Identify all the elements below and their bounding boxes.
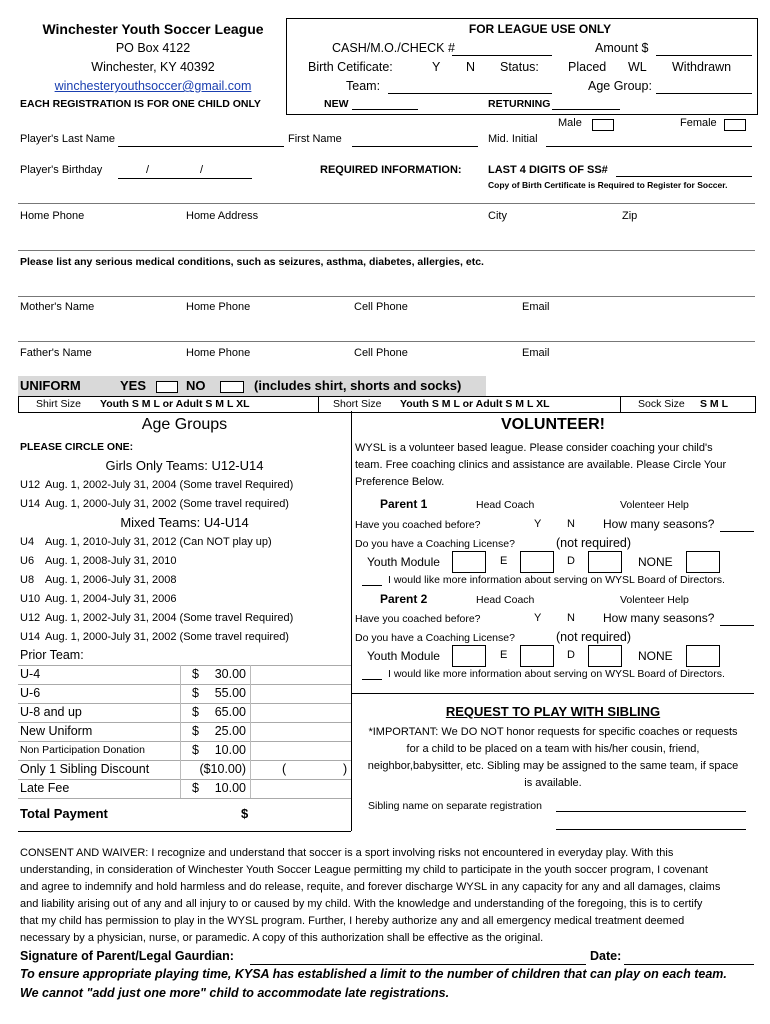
girls-u14-range: Aug. 1, 2000-July 31, 2002 (Some travel required) — [45, 498, 289, 510]
parent2-d-checkbox[interactable] — [588, 645, 622, 667]
parent2-license-label: Do you have a Coaching License? — [355, 632, 515, 644]
sibling-line-3: neighbor,babysitter, etc. Sibling may be assigned to the same team, if space — [367, 760, 739, 772]
uniform-includes: (includes shirt, shorts and socks) — [254, 378, 462, 393]
fee-line-5 — [18, 760, 351, 761]
mixed-u6-range: Aug. 1, 2008-July 31, 2010 — [45, 555, 177, 567]
birth-cert-y[interactable]: Y — [432, 60, 441, 74]
total-payment-cur: $ — [241, 806, 249, 821]
sibling-line-2: for a child to be placed on a team with his/her cousin, friend, — [406, 743, 700, 755]
fee-amount-u8: 65.00 — [214, 705, 246, 719]
birthday-slash-2: / — [200, 164, 204, 176]
signature-field[interactable] — [250, 964, 586, 965]
home-address-label: Home Address — [186, 210, 259, 222]
volunteer-intro-3: Preference Below. — [355, 476, 445, 488]
parent1-coached-n[interactable]: N — [567, 518, 575, 530]
parent2-none-label: NONE — [638, 649, 673, 663]
mixed-u14-age[interactable]: U14 — [20, 631, 41, 643]
last-name-field[interactable] — [118, 146, 284, 147]
parent2-label: Parent 2 — [380, 592, 428, 606]
each-registration-note: EACH REGISTRATION IS FOR ONE CHILD ONLY — [20, 98, 261, 110]
cash-field[interactable] — [452, 55, 552, 56]
volunteer-intro-1: WYSL is a volunteer based league. Please consider coaching your child's — [355, 442, 713, 454]
mother-home-phone-label: Home Phone — [186, 301, 251, 313]
notice-line-1: To ensure appropriate playing time, KYSA has established a limit to the number of children that can play on each team. — [20, 967, 727, 981]
sibling-paren-open: ( — [282, 762, 287, 776]
status-label: Status: — [500, 60, 539, 74]
status-wl[interactable]: WL — [628, 60, 647, 74]
father-email-label: Email — [522, 347, 550, 359]
consent-line-2: understanding, in consideration of Winchester Youth Soccer League permitting my child to participate in the youth soccer program, I covenant — [20, 864, 708, 876]
parent2-e-label: E — [500, 649, 508, 661]
girls-teams-title: Girls Only Teams: U12-U14 — [105, 458, 264, 473]
org-title: Winchester Youth Soccer League — [42, 21, 264, 37]
sibling-name-field-2[interactable] — [556, 829, 746, 830]
new-label: NEW — [324, 98, 349, 110]
mixed-u4-age[interactable]: U4 — [20, 536, 35, 548]
date-field[interactable] — [624, 964, 754, 965]
father-home-phone-label: Home Phone — [186, 347, 251, 359]
parent2-coached-label: Have you coached before? — [355, 613, 481, 625]
mixed-u12-range: Aug. 1, 2002-July 31, 2004 (Some travel Required) — [45, 612, 294, 624]
fee-line-2 — [18, 703, 351, 704]
signature-label: Signature of Parent/Legal Gaurdian: — [20, 949, 234, 963]
parent2-seasons-label: How many seasons? — [603, 611, 715, 625]
female-label: Female — [680, 117, 717, 129]
last-name-label: Player's Last Name — [20, 133, 116, 145]
uniform-yes-label: YES — [120, 378, 147, 393]
parent1-e-label: E — [500, 555, 508, 567]
age-groups-title: Age Groups — [141, 416, 228, 433]
mixed-u10-range: Aug. 1, 2004-July 31, 2006 — [45, 593, 177, 605]
fee-label-u6: U-6 — [20, 686, 41, 700]
parent2-coached-n[interactable]: N — [567, 612, 575, 624]
city-state: Winchester, KY 40392 — [91, 60, 215, 74]
consent-line-3: and agree to indemnify and hold harmless and do release, requite, and forever discharge WYSL in any capacity for any and all damages, claims — [20, 881, 721, 893]
fee-line-6 — [18, 779, 351, 780]
first-name-label: First Name — [288, 133, 342, 145]
parent1-e-checkbox[interactable] — [520, 551, 554, 573]
parent1-d-label: D — [567, 555, 575, 567]
parent2-seasons-field[interactable] — [720, 625, 754, 626]
parent2-volunteer-help[interactable]: Volenteer Help — [620, 594, 689, 606]
uniform-title: UNIFORM — [20, 378, 81, 393]
fee-label-donation: Non Participation Donation — [20, 744, 145, 756]
mixed-u6-age[interactable]: U6 — [20, 555, 35, 567]
female-checkbox[interactable] — [724, 119, 746, 131]
parent1-none-label: NONE — [638, 555, 673, 569]
team-label: Team: — [346, 79, 381, 93]
father-name-label: Father's Name — [20, 347, 92, 359]
circle-one-label: PLEASE CIRCLE ONE: — [20, 441, 134, 453]
parent1-seasons-field[interactable] — [720, 531, 754, 532]
sibling-top-line — [352, 693, 754, 694]
fee-label-u8: U-8 and up — [20, 705, 82, 719]
status-placed[interactable]: Placed — [568, 60, 607, 74]
parent1-coached-y[interactable]: Y — [534, 518, 542, 530]
mixed-u8-age[interactable]: U8 — [20, 574, 35, 586]
mid-initial-field[interactable] — [546, 146, 752, 147]
consent-line-4: and liability arising out of any and all injury to or caused by my child. With the knowledge and understanding of the foregoing, this is to certify — [20, 898, 703, 910]
fee-label-late: Late Fee — [20, 781, 70, 795]
mother-name-label: Mother's Name — [20, 301, 95, 313]
fee-amount-u4: 30.00 — [214, 667, 246, 681]
parent2-coached-y[interactable]: Y — [534, 612, 542, 624]
fee-col-div-1 — [180, 665, 181, 798]
consent-line-6: necessary by a physician, nurse, or paramedic. A copy of this authorization shall be effective as the original. — [20, 932, 544, 944]
mixed-u12-age[interactable]: U12 — [20, 612, 41, 624]
fee-label-sibling: Only 1 Sibling Discount — [20, 762, 150, 776]
sock-size-label: Sock Size — [638, 398, 685, 410]
required-info-label: REQUIRED INFORMATION: — [320, 164, 462, 176]
fee-cur-late: $ — [192, 781, 199, 795]
fee-line-3 — [18, 722, 351, 723]
fee-col-div-2 — [250, 665, 251, 798]
parent1-board-field[interactable] — [362, 585, 382, 586]
new-field[interactable] — [352, 109, 418, 110]
parent2-board-label: I would like more information about serving on WYSL Board of Directors. — [388, 668, 725, 680]
fee-cur-uniform: $ — [192, 724, 199, 738]
email-link[interactable] — [20, 79, 286, 93]
parent1-none-checkbox[interactable] — [686, 551, 720, 573]
divider-1 — [18, 203, 755, 204]
parent2-ym-checkbox[interactable] — [452, 645, 486, 667]
fee-cur-donation: $ — [192, 743, 199, 757]
home-phone-label: Home Phone — [20, 210, 85, 222]
zip-label: Zip — [622, 210, 638, 222]
date-label: Date: — [590, 949, 622, 963]
male-checkbox[interactable] — [592, 119, 614, 131]
consent-line-1: CONSENT AND WAIVER: I recognize and understand that soccer is a sport involving risks not encountered in everyday play. With this — [20, 847, 674, 859]
birthday-slash-1: / — [146, 164, 150, 176]
returning-field[interactable] — [552, 109, 620, 110]
size-div-1 — [318, 396, 319, 412]
sock-size-options[interactable]: S M L — [700, 398, 728, 410]
parent2-d-label: D — [567, 649, 575, 661]
mother-cell-label: Cell Phone — [354, 301, 408, 313]
total-payment-label: Total Payment — [20, 806, 108, 821]
size-div-2 — [620, 396, 621, 412]
returning-label: RETURNING — [488, 98, 551, 110]
birth-cert-label: Birth Cetificate: — [308, 60, 393, 74]
league-use-title: FOR LEAGUE USE ONLY — [468, 22, 612, 36]
sibling-paren-close: ) — [343, 762, 348, 776]
fee-line-7 — [18, 798, 351, 799]
parent1-volunteer-help[interactable]: Volenteer Help — [620, 499, 689, 511]
parent1-seasons-label: How many seasons? — [603, 517, 715, 531]
girls-u12-range: Aug. 1, 2002-July 31, 2004 (Some travel Required) — [45, 479, 294, 491]
status-withdrawn[interactable]: Withdrawn — [672, 60, 732, 74]
notice-line-2: We cannot "add just one more" child to accommodate late registrations. — [20, 986, 450, 1000]
parent2-board-field[interactable] — [362, 679, 382, 680]
consent-line-5: that my child has permission to play in the WYSL program. Further, I hereby authorize any and all emergency medical treatment deemed — [20, 915, 685, 927]
fee-amount-late: 10.00 — [214, 781, 246, 795]
parent1-ym-checkbox[interactable] — [452, 551, 486, 573]
fee-line-4 — [18, 741, 351, 742]
amount-field[interactable] — [656, 55, 752, 56]
birthday-field[interactable] — [118, 178, 252, 179]
fee-cur-u4: $ — [192, 667, 199, 681]
short-size-label: Short Size — [333, 398, 382, 410]
parent1-coached-label: Have you coached before? — [355, 519, 481, 531]
shirt-size-label: Shirt Size — [36, 398, 81, 410]
parent1-d-checkbox[interactable] — [588, 551, 622, 573]
shirt-size-options[interactable]: Youth S M L or Adult S M L XL — [100, 398, 250, 410]
age-group-label: Age Group: — [588, 79, 652, 93]
cash-label: CASH/M.O./CHECK # — [332, 41, 455, 55]
fee-amount-uniform: 25.00 — [214, 724, 246, 738]
fee-cur-u8: $ — [192, 705, 199, 719]
ssn-label: LAST 4 DIGITS OF SS# — [488, 164, 608, 176]
parent1-youth-module: Youth Module — [367, 555, 440, 569]
fee-amount-donation: 10.00 — [214, 743, 246, 757]
sibling-name-label: Sibling name on separate registration — [368, 800, 542, 812]
parent2-head-coach[interactable]: Head Coach — [476, 594, 535, 606]
medical-label: Please list any serious medical conditions, such as seizures, asthma, diabetes, allergies, etc. — [20, 256, 484, 268]
divider-4 — [18, 341, 755, 342]
uniform-yes-checkbox[interactable] — [156, 381, 178, 393]
male-label: Male — [558, 117, 582, 129]
fee-line-1 — [18, 684, 351, 685]
city-label: City — [488, 210, 507, 222]
volunteer-title: VOLUNTEER! — [501, 416, 605, 433]
mixed-u4-range: Aug. 1, 2010-July 31, 2012 (Can NOT play up) — [45, 536, 272, 548]
parent1-not-required: (not required) — [556, 536, 632, 550]
sibling-title-text: REQUEST TO PLAY WITH SIBLING — [445, 704, 661, 719]
parent2-not-required: (not required) — [556, 630, 632, 644]
middle-bottom-line — [18, 831, 351, 832]
volunteer-intro-2: team. Free coaching clinics and assistance are available. Please Circle Your — [355, 459, 727, 471]
ssn-field[interactable] — [616, 176, 752, 177]
mixed-u10-age[interactable]: U10 — [20, 593, 41, 605]
first-name-field[interactable] — [352, 146, 478, 147]
amount-label: Amount $ — [595, 41, 649, 55]
parent2-youth-module: Youth Module — [367, 649, 440, 663]
fee-label-uniform: New Uniform — [20, 724, 93, 738]
short-size-options[interactable]: Youth S M L or Adult S M L XL — [400, 398, 550, 410]
sibling-line-4: is available. — [524, 777, 582, 789]
birth-cert-required-note: Copy of Birth Certificate is Required to Register for Soccer. — [488, 180, 728, 190]
mother-email-label: Email — [522, 301, 550, 313]
mixed-u14-range: Aug. 1, 2000-July 31, 2002 (Some travel required) — [45, 631, 289, 643]
mid-initial-label: Mid. Initial — [488, 133, 538, 145]
parent1-label: Parent 1 — [380, 497, 428, 511]
parent2-none-checkbox[interactable] — [686, 645, 720, 667]
prior-team-label: Prior Team: — [20, 648, 84, 662]
mixed-u8-range: Aug. 1, 2006-July 31, 2008 — [45, 574, 177, 586]
birth-cert-n[interactable]: N — [466, 60, 476, 74]
fee-amount-u6: 55.00 — [214, 686, 246, 700]
parent1-head-coach[interactable]: Head Coach — [476, 499, 535, 511]
uniform-no-label: NO — [186, 378, 206, 393]
email-link-text[interactable]: winchesteryouthsoccer@gmail.com — [54, 79, 252, 93]
fee-label-u4: U-4 — [20, 667, 41, 681]
fee-amount-sibling: ($10.00) — [199, 762, 246, 776]
age-group-field[interactable] — [656, 93, 752, 94]
birthday-label: Player's Birthday — [20, 164, 103, 176]
fee-cur-u6: $ — [192, 686, 199, 700]
team-field[interactable] — [388, 93, 552, 94]
father-cell-label: Cell Phone — [354, 347, 408, 359]
sibling-line-1: *IMPORTANT: We DO NOT honor requests for specific coaches or requests — [368, 726, 738, 738]
uniform-no-checkbox[interactable] — [220, 381, 244, 393]
parent1-license-label: Do you have a Coaching License? — [355, 538, 515, 550]
sibling-name-field-1[interactable] — [556, 811, 746, 812]
po-box: PO Box 4122 — [115, 41, 191, 55]
sibling-title — [352, 704, 754, 719]
parent2-e-checkbox[interactable] — [520, 645, 554, 667]
parent1-board-label: I would like more information about serving on WYSL Board of Directors. — [388, 574, 725, 586]
fee-line-0 — [18, 665, 351, 666]
girls-u12-age[interactable]: U12 — [20, 479, 41, 491]
divider-3 — [18, 296, 755, 297]
girls-u14-age[interactable]: U14 — [20, 498, 41, 510]
mixed-teams-title: Mixed Teams: U4-U14 — [120, 515, 249, 530]
divider-2 — [18, 250, 755, 251]
